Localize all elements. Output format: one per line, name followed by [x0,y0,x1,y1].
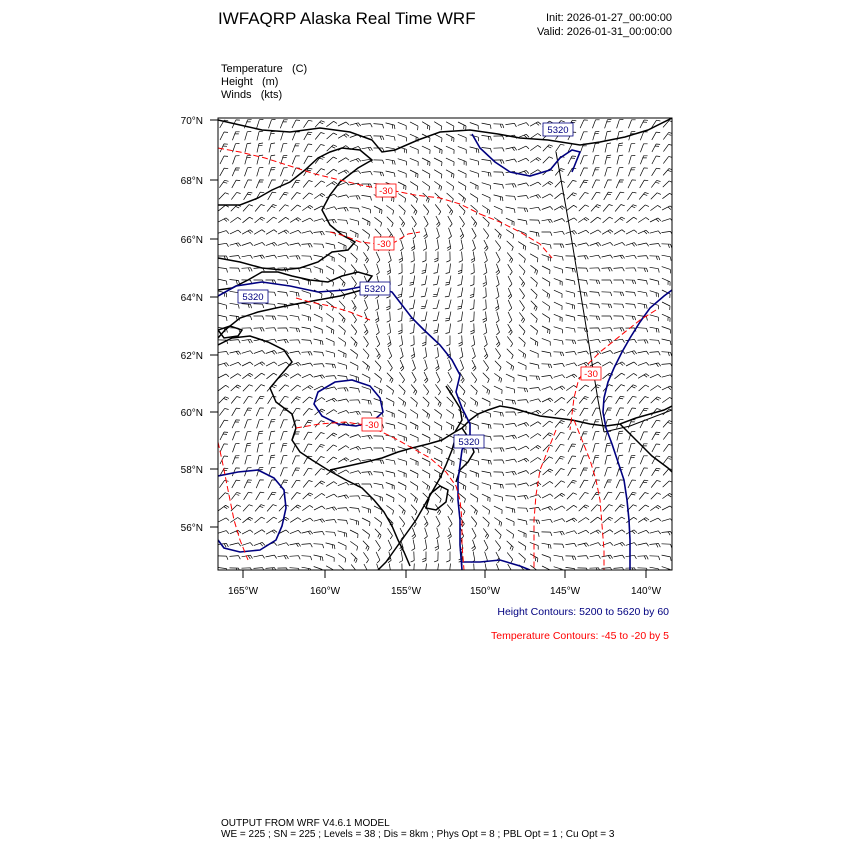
lat-label-58: 58°N [180,465,203,476]
temp-label-1: -30 [379,186,393,197]
lat-label-60: 60°N [180,408,203,419]
field-temperature-unit: (C) [291,63,308,75]
field-winds-unit: (kts) [260,89,283,101]
lon-label-155: 155°W [390,586,422,597]
height-label-2: 5320 [242,292,264,303]
footer-config: WE = 225 ; SN = 225 ; Levels = 38 ; Dis = 8km ; Phys Opt = 8 ; PBL Opt = 1 ; Cu Opt = 3 [221,829,615,840]
lon-label-150: 150°W [469,586,501,597]
lon-label-145: 145°W [549,586,581,597]
valid-time: Valid: 2026-01-31_00:00:00 [537,26,672,38]
field-temperature-name: Temperature [221,63,283,75]
init-time: Init: 2026-01-27_00:00:00 [546,12,672,24]
lat-axis [181,116,218,534]
lat-label-68: 68°N [180,176,203,187]
lon-label-140: 140°W [630,586,662,597]
field-height-name: Height [221,76,253,88]
lon-axis [228,570,662,597]
temperature-contour-legend: Temperature Contours: -45 to -20 by 5 [490,630,669,642]
lat-label-70: 70°N [180,116,203,127]
height-label-1: 5320 [547,125,569,136]
height-contour-legend: Height Contours: 5200 to 5620 by 60 [497,606,669,618]
field-winds-name: Winds [221,89,252,101]
temp-label-4: -30 [584,369,598,380]
footer-model: OUTPUT FROM WRF V4.6.1 MODEL [221,818,390,829]
height-label-3: 5320 [364,284,386,295]
lat-label-66: 66°N [180,235,203,246]
temp-label-2: -30 [377,239,391,250]
lat-label-64: 64°N [180,293,203,304]
lon-label-165: 165°W [227,586,259,597]
height-label-4: 5320 [458,437,480,448]
lat-label-62: 62°N [180,351,203,362]
temp-label-3: -30 [365,420,379,431]
field-height-unit: (m) [261,76,279,88]
lon-label-160: 160°W [309,586,341,597]
plot-title: IWFAQRP Alaska Real Time WRF [218,9,476,28]
lat-label-56: 56°N [180,523,203,534]
